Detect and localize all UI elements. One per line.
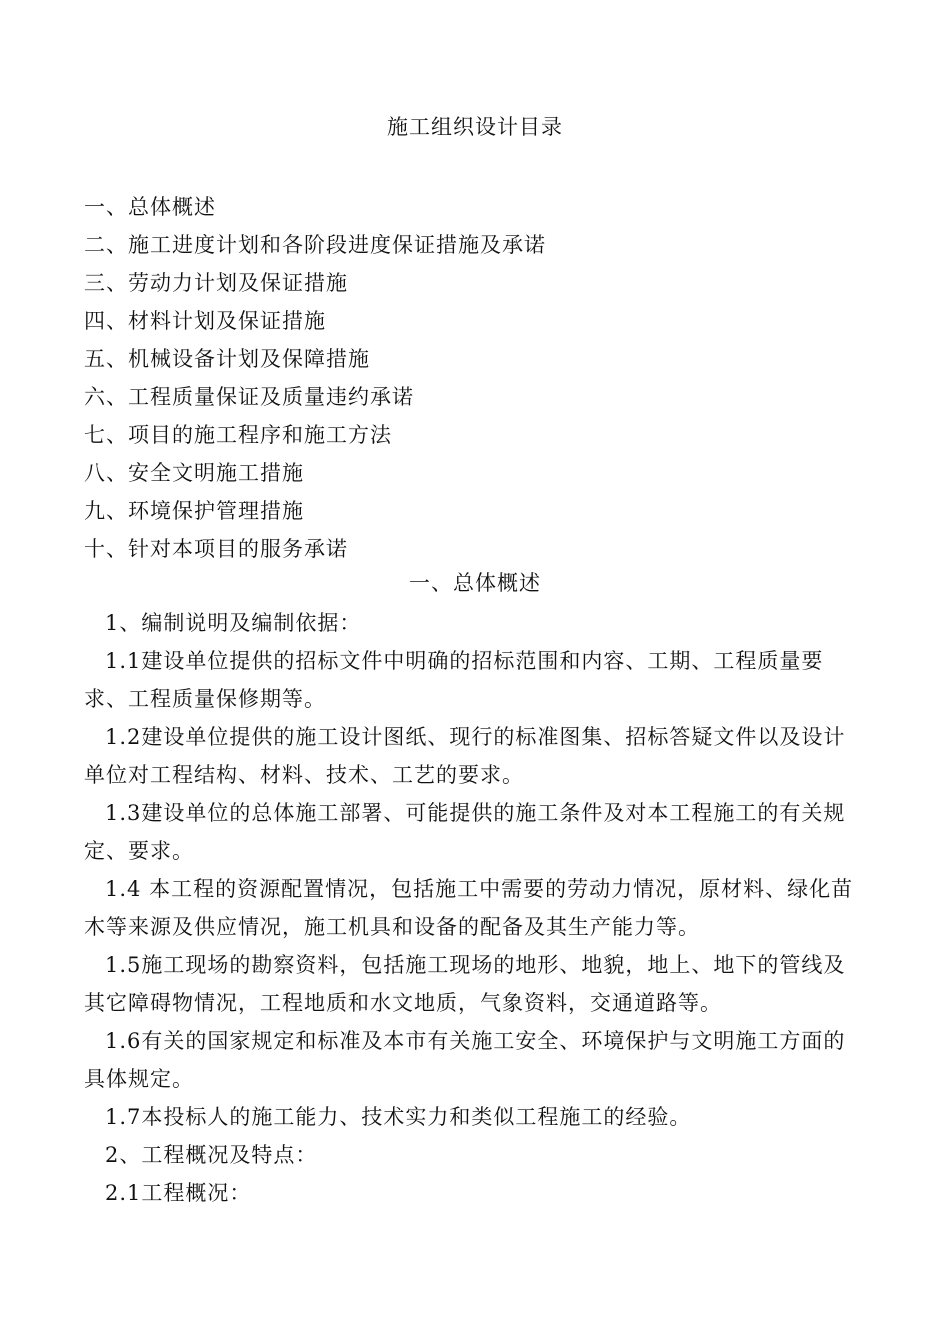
toc-item: 八、安全文明施工措施 xyxy=(84,461,304,485)
paragraph: 1、编制说明及编制依据： xyxy=(105,611,362,635)
table-of-contents xyxy=(84,188,884,568)
paragraph: 1.4 本工程的资源配置情况，包括施工中需要的劳动力情况，原材料、绿化苗木等来源及供应情况，施工机具和设备的配备及其生产能力等。 xyxy=(84,877,854,939)
toc-item: 二、施工进度计划和各阶段进度保证措施及承诺 xyxy=(84,233,546,257)
paragraph: 2.1工程概况： xyxy=(105,1181,252,1205)
toc-item: 六、工程质量保证及质量违约承诺 xyxy=(84,385,414,409)
toc-item: 一、总体概述 xyxy=(84,195,216,219)
body-text xyxy=(84,604,866,1212)
paragraph: 1.7本投标人的施工能力、技术实力和类似工程施工的经验。 xyxy=(105,1105,692,1129)
paragraph: 1.5施工现场的勘察资料，包括施工现场的地形、地貌，地上、地下的管线及其它障碍物情况，工程地质和水文地质，气象资料，交通道路等。 xyxy=(84,953,846,1015)
toc-item: 三、劳动力计划及保证措施 xyxy=(84,271,348,295)
paragraph: 1.3建设单位的总体施工部署、可能提供的施工条件及对本工程施工的有关规定、要求。 xyxy=(84,801,846,863)
section-heading: 一、总体概述 xyxy=(409,571,541,595)
paragraph: 1.6有关的国家规定和标准及本市有关施工安全、环境保护与文明施工方面的具体规定。 xyxy=(84,1029,846,1091)
toc-item: 七、项目的施工程序和施工方法 xyxy=(84,423,392,447)
toc-item: 九、环境保护管理措施 xyxy=(84,499,304,523)
paragraph: 2、工程概况及特点： xyxy=(105,1143,318,1167)
paragraph: 1.2建设单位提供的施工设计图纸、现行的标准图集、招标答疑文件以及设计单位对工程结构、材料、技术、工艺的要求。 xyxy=(84,725,846,787)
toc-item: 四、材料计划及保证措施 xyxy=(84,309,326,333)
document-title: 施工组织设计目录 xyxy=(387,115,563,139)
toc-item: 十、针对本项目的服务承诺 xyxy=(84,537,348,561)
toc-item: 五、机械设备计划及保障措施 xyxy=(84,347,370,371)
paragraph: 1.1建设单位提供的招标文件中明确的招标范围和内容、工期、工程质量要求、工程质量保修期等。 xyxy=(84,649,824,711)
